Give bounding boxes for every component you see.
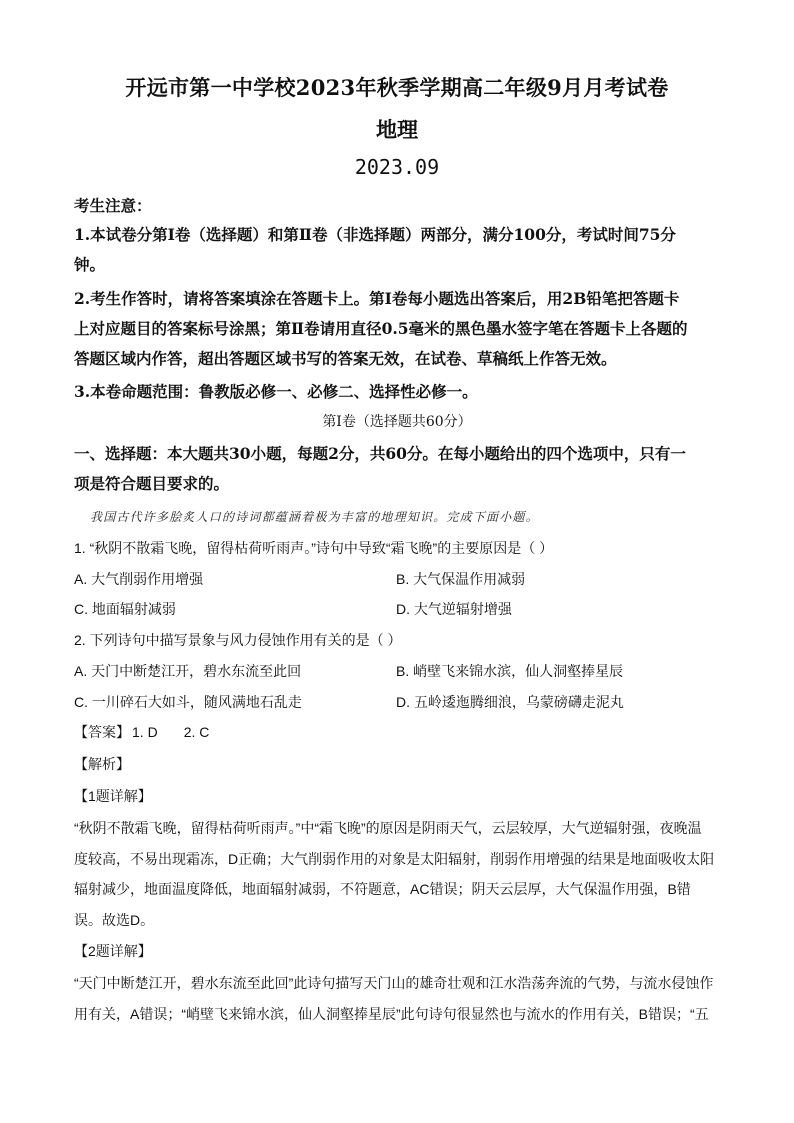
- question-2-stem: 2. 下列诗句中描写景象与风力侵蚀作用有关的是（ ）: [74, 632, 402, 648]
- answer-1: 1. D: [132, 724, 158, 740]
- detail-2-line-1: “天门中断楚江开，碧水东流至此回”此诗句描写天门山的雄奇壮观和江水浩荡奔流的气势，与流水侵蚀作: [74, 975, 714, 991]
- section-instruction-line-2: 项是符合题目要求的。: [74, 474, 230, 493]
- analysis-label: 【解析】: [74, 756, 130, 772]
- question-2-option-c: C. 一川碎石大如斗，随风满地石乱走: [74, 694, 302, 710]
- question-1-stem: 1. “秋阴不散霜飞晚，留得枯荷听雨声。”诗句中导致“霜飞晚”的主要原因是（ ）: [74, 540, 554, 556]
- question-intro: 我国古代许多脍炙人口的诗词都蕴涵着极为丰富的地理知识。完成下面小题。: [90, 510, 539, 524]
- answer-2: 2. C: [183, 724, 210, 740]
- exam-title: 开远市第一中学校2023年秋季学期高二年级9月月考试卷: [125, 75, 669, 100]
- answer-label: 【答案】: [74, 724, 130, 740]
- notice-item-2-line-2: 上对应题目的答案标号涂黑；第Ⅱ卷请用直径0.5毫米的黑色墨水签字笔在答题卡上各题的: [74, 319, 688, 338]
- question-2-option-b: B. 峭壁飞来锦水滨，仙人洞壑捧星辰: [396, 663, 624, 679]
- detail-1-line-4: 误。故选D。: [74, 912, 155, 928]
- answer-line: [74, 722, 724, 742]
- notice-item-1-line-1: 1.本试卷分第Ⅰ卷（选择题）和第Ⅱ卷（非选择题）两部分，满分100分，考试时间75分: [74, 225, 676, 244]
- part-1-heading: 第Ⅰ卷（选择题共60分）: [322, 414, 472, 430]
- detail-2-line-2: 用有关，A错误；“峭壁飞来锦水滨，仙人洞壑捧星辰”此句诗句很显然也与流水的作用有关，B错误；“五: [74, 1006, 709, 1022]
- subject-title: 地理: [376, 117, 418, 142]
- exam-date: 2023.09: [354, 155, 440, 179]
- question-2-option-d: D. 五岭逶迤腾细浪，乌蒙磅礴走泥丸: [396, 694, 624, 710]
- detail-1-line-1: “秋阴不散霜飞晚，留得枯荷听雨声。”中“霜飞晚”的原因是阴雨天气，云层较厚，大气逆辐射强，夜晚温: [74, 820, 702, 836]
- notice-item-2-line-3: 答题区域内作答，超出答题区域书写的答案无效，在试卷、草稿纸上作答无效。: [74, 349, 617, 368]
- notice-item-2-line-1: 2.考生作答时，请将答案填涂在答题卡上。第Ⅰ卷每小题选出答案后，用2B铅笔把答题卡: [74, 289, 680, 308]
- detail-1-line-2: 度较高，不易出现霜冻，D正确；大气削弱作用的对象是太阳辐射，削弱作用增强的结果是地面吸收太阳: [74, 851, 715, 867]
- notice-item-1-line-2: 钟。: [74, 255, 106, 274]
- notice-item-3: 3.本卷命题范围：鲁教版必修一、必修二、选择性必修一。: [74, 382, 478, 401]
- detail-1-line-3: 辐射减少，地面温度降低，地面辐射减弱，不符题意，AC错误；阴天云层厚，大气保温作用强，B错: [74, 881, 691, 897]
- question-1-option-b: B. 大气保温作用减弱: [396, 571, 526, 587]
- question-1-option-c: C. 地面辐射减弱: [74, 601, 176, 617]
- notice-heading: 考生注意：: [74, 196, 152, 215]
- detail-2-label: 【2题详解】: [74, 943, 152, 959]
- section-instruction-line-1: 一、选择题：本大题共30小题，每题2分，共60分。在每小题给出的四个选项中，只有一: [74, 444, 686, 463]
- detail-1-label: 【1题详解】: [74, 788, 152, 804]
- question-2-option-a: A. 天门中断楚江开，碧水东流至此回: [74, 663, 302, 679]
- question-1-option-a: A. 大气削弱作用增强: [74, 571, 204, 587]
- question-1-option-d: D. 大气逆辐射增强: [396, 601, 512, 617]
